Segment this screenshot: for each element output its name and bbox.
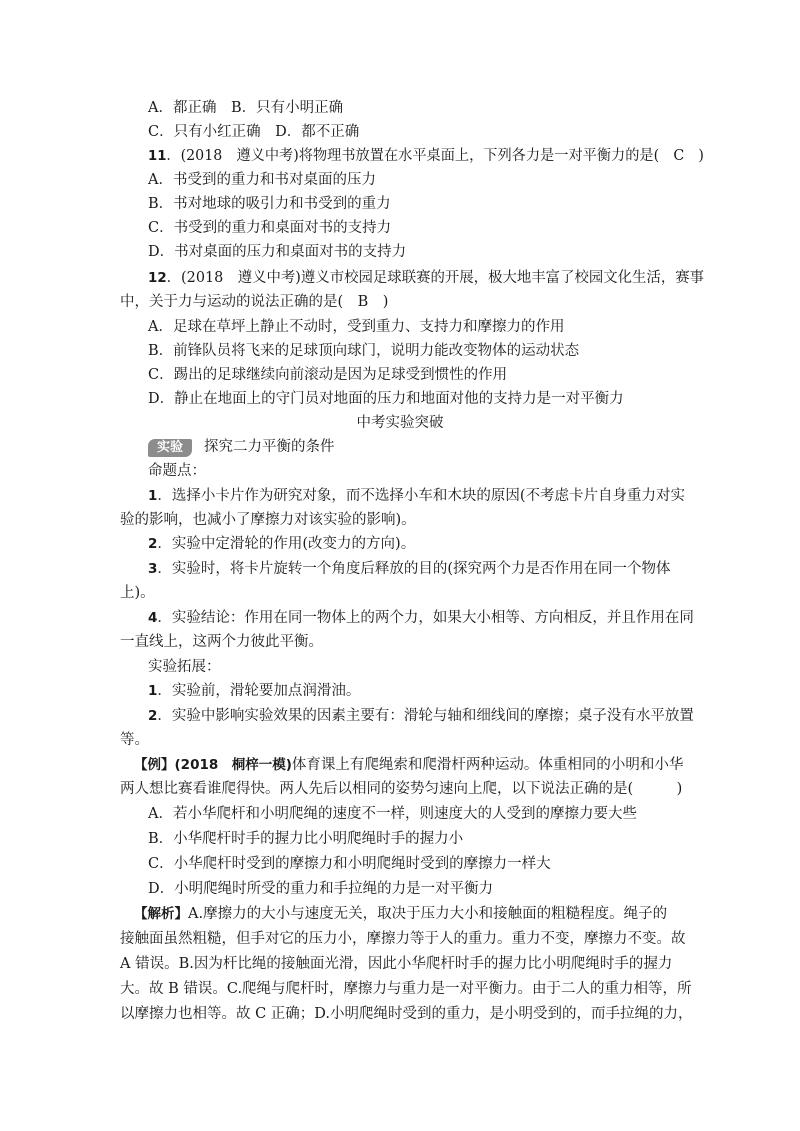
q10-options-ab: A．都正确 B．只有小明正确: [148, 100, 344, 116]
extension-2-text: ．实验中影响实验效果的因素主要有：滑轮与轴和细线间的摩擦；桌子没有水平放置: [157, 708, 694, 724]
example-tag: 【例】: [134, 757, 175, 773]
experiment-header: [148, 437, 335, 457]
example-option-c: C．小华爬杆时受到的摩擦力和小明爬绳时受到的摩擦力一样大: [148, 856, 551, 872]
analysis-line2: 接触面虽然粗糙，但手对它的压力小，摩擦力等于人的重力。重力不变，摩擦力不变。故: [120, 931, 686, 947]
q11-option-d: D．书对桌面的压力和桌面对书的支持力: [148, 244, 407, 260]
section-title: 中考实验突破: [356, 415, 444, 431]
point-1-line1: [148, 486, 685, 506]
point-1-text: ．选择小卡片作为研究对象，而不选择小车和木块的原因(不考虑卡片自身重力对实: [157, 488, 686, 504]
point-4-line1: [148, 608, 694, 628]
example-text: 体育课上有爬绳索和爬滑杆两种运动。体重相同的小明和小华: [291, 757, 684, 773]
point-4-number: 4: [148, 610, 158, 626]
point-1-number: 1: [148, 488, 158, 504]
q10-options-cd: C．只有小红正确 D．都不正确: [148, 124, 360, 140]
experiment-badge: 实验: [148, 439, 192, 457]
q12-option-a: A．足球在草坪上静止不动时，受到重力、支持力和摩擦力的作用: [148, 319, 565, 335]
extension-label: 实验拓展：: [148, 659, 221, 675]
extension-2-line1: [148, 706, 694, 726]
q12-stem-line1: [148, 268, 704, 288]
example-option-d: D．小明爬绳时所受的重力和手拉绳的力是一对平衡力: [148, 881, 494, 897]
point-2-number: 2: [148, 536, 158, 552]
example-option-a: A．若小华爬杆和小明爬绳的速度不一样，则速度大的人受到的摩擦力要大些: [148, 806, 637, 822]
example-stem-line1: [134, 755, 683, 775]
q12-text: 遵义市校园足球联赛的开展，极大地丰富了校园文化生活，赛事: [300, 270, 705, 286]
q11-stem: [148, 146, 704, 166]
example-stem-line2: 两人想比赛看谁爬得快。两人先后以相同的姿势匀速向上爬，以下说法正确的是( ): [120, 781, 683, 797]
analysis-line3: A 错误。B.因为杆比绳的接触面光滑，因此小华爬杆时手的握力比小明爬绳时手的握力: [120, 956, 673, 972]
q11-number: 11: [148, 148, 167, 164]
q12-stem-line2: 中，关于力与运动的说法正确的是( B ): [120, 294, 389, 310]
analysis-line5: 以摩擦力也相等。故 C 正确；D.小明爬绳时受到的重力，是小明受到的，而手拉绳的力，: [120, 1006, 693, 1022]
extension-1: [148, 681, 360, 701]
point-1-line2: 验的影响，也减小了摩擦力对该实验的影响)。: [120, 512, 416, 528]
q12-option-c: C．踢出的足球继续向前滚动是因为足球受到惯性的作用: [148, 367, 508, 383]
extension-1-text: ．实验前，滑轮要加点润滑油。: [157, 683, 361, 699]
extension-1-number: 1: [148, 683, 158, 699]
point-3-text: ．实验时，将卡片旋转一个角度后释放的目的(探究两个力是否作用在同一个物体: [157, 561, 671, 577]
point-2-text: ．实验中定滑轮的作用(改变力的方向)。: [157, 536, 416, 552]
extension-2-number: 2: [148, 708, 158, 724]
point-4-line2: 一直线上，这两个力彼此平衡。: [120, 634, 323, 650]
q11-source: ．(2018 遵义中考): [166, 148, 299, 164]
extension-2-line2: 等。: [120, 732, 149, 748]
q12-source: ．(2018 遵义中考): [166, 270, 301, 286]
point-4-text: ．实验结论：作用在同一物体上的两个力，如果大小相等、方向相反，并且作用在同: [157, 610, 694, 626]
example-source: (2018 桐梓一模): [174, 757, 292, 773]
points-label: 命题点：: [148, 463, 206, 479]
q11-text: 将物理书放置在水平桌面上，下列各力是一对平衡力的是( C ): [298, 148, 704, 164]
analysis-text-1: A.摩擦力的大小与速度无关，取决于压力大小和接触面的粗糙程度。绳子的: [188, 906, 668, 922]
point-3-line2: 上)。: [120, 585, 155, 601]
analysis-line1: [134, 904, 667, 924]
q12-option-d: D．静止在地面上的守门员对地面的压力和地面对他的支持力是一对平衡力: [148, 391, 624, 407]
point-2: [148, 534, 415, 554]
example-option-b: B．小华爬杆时手的握力比小明爬绳时手的握力小: [148, 831, 464, 847]
q12-number: 12: [148, 270, 167, 286]
point-3-number: 3: [148, 561, 158, 577]
q12-option-b: B．前锋队员将飞来的足球顶向球门，说明力能改变物体的运动状态: [148, 343, 580, 359]
experiment-title: 探究二力平衡的条件: [204, 439, 335, 455]
analysis-line4: 大。故 B 错误。C.爬绳与爬杆时，摩擦力与重力是一对平衡力。由于二人的重力相等，所: [120, 981, 692, 997]
q11-option-a: A．书受到的重力和书对桌面的压力: [148, 172, 376, 188]
q11-option-c: C．书受到的重力和桌面对书的支持力: [148, 220, 392, 236]
analysis-tag: 【解析】: [134, 906, 188, 922]
q11-option-b: B．书对地球的吸引力和书受到的重力: [148, 196, 391, 212]
point-3-line1: [148, 559, 671, 579]
